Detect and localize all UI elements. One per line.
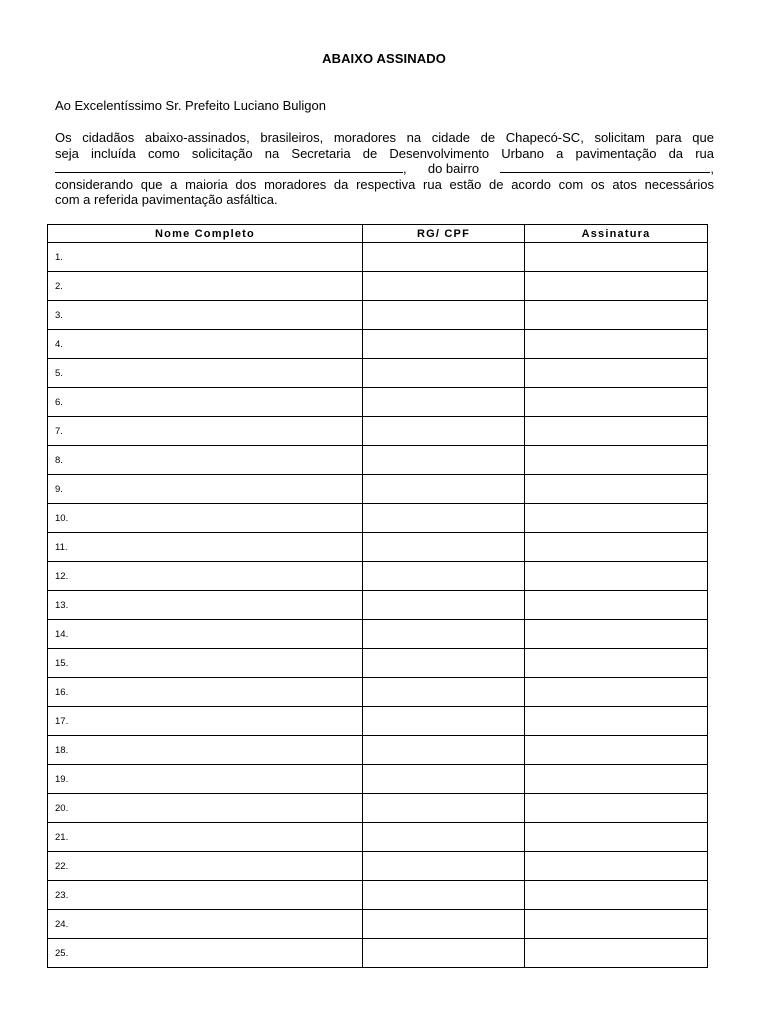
name-cell[interactable]: 18.	[48, 736, 363, 765]
name-cell[interactable]: 16.	[48, 678, 363, 707]
table-row	[48, 707, 708, 736]
rg-cpf-cell[interactable]	[363, 765, 525, 794]
name-cell[interactable]: 20.	[48, 794, 363, 823]
name-cell[interactable]: 13.	[48, 591, 363, 620]
rg-cpf-cell[interactable]	[363, 504, 525, 533]
rg-cpf-cell[interactable]	[363, 707, 525, 736]
bairro-label: do bairro	[427, 161, 480, 176]
rg-cpf-cell[interactable]	[363, 330, 525, 359]
rg-cpf-cell[interactable]	[363, 272, 525, 301]
table-row	[48, 504, 708, 533]
table-row	[48, 272, 708, 301]
rg-cpf-cell[interactable]	[363, 678, 525, 707]
table-row	[48, 823, 708, 852]
table-row	[48, 910, 708, 939]
rg-cpf-cell[interactable]	[363, 243, 525, 272]
signature-cell[interactable]	[525, 243, 708, 272]
name-cell[interactable]: 23.	[48, 881, 363, 910]
name-cell[interactable]: 22.	[48, 852, 363, 881]
signature-cell[interactable]	[525, 678, 708, 707]
name-cell[interactable]: 11.	[48, 533, 363, 562]
street-blank-group	[55, 161, 407, 177]
table-row	[48, 591, 708, 620]
table-row	[48, 330, 708, 359]
rg-cpf-cell[interactable]	[363, 881, 525, 910]
table-row	[48, 620, 708, 649]
signature-cell[interactable]	[525, 388, 708, 417]
rg-cpf-cell[interactable]	[363, 794, 525, 823]
rg-cpf-cell[interactable]	[363, 939, 525, 968]
name-cell[interactable]: 4.	[48, 330, 363, 359]
table-header-row	[48, 225, 708, 243]
signature-cell[interactable]	[525, 301, 708, 330]
bairro-blank-group	[500, 161, 714, 177]
name-cell[interactable]: 10.	[48, 504, 363, 533]
table-row	[48, 446, 708, 475]
paragraph-line-3	[55, 161, 714, 177]
name-cell[interactable]: 19.	[48, 765, 363, 794]
name-cell[interactable]: 1.	[48, 243, 363, 272]
signature-cell[interactable]	[525, 939, 708, 968]
bairro-comma: ,	[710, 161, 714, 176]
table-row	[48, 417, 708, 446]
name-cell[interactable]: 12.	[48, 562, 363, 591]
signature-cell[interactable]	[525, 620, 708, 649]
table-row	[48, 678, 708, 707]
signature-cell[interactable]	[525, 562, 708, 591]
rg-cpf-cell[interactable]	[363, 736, 525, 765]
name-cell[interactable]: 17.	[48, 707, 363, 736]
name-cell[interactable]: 25.	[48, 939, 363, 968]
rg-cpf-cell[interactable]	[363, 910, 525, 939]
rg-cpf-cell[interactable]	[363, 359, 525, 388]
table-row	[48, 736, 708, 765]
table-row	[48, 533, 708, 562]
signature-cell[interactable]	[525, 359, 708, 388]
table-row	[48, 881, 708, 910]
request-paragraph	[55, 130, 714, 208]
signature-cell[interactable]	[525, 533, 708, 562]
signature-cell[interactable]	[525, 823, 708, 852]
name-cell[interactable]: 5.	[48, 359, 363, 388]
name-cell[interactable]: 14.	[48, 620, 363, 649]
paragraph-line-1: Os cidadãos abaixo-assinados, brasileiros, moradores na cidade de Chapecó-SC, solicitam para que	[55, 130, 714, 145]
name-cell[interactable]: 3.	[48, 301, 363, 330]
table-row	[48, 794, 708, 823]
signature-cell[interactable]	[525, 591, 708, 620]
table-row	[48, 243, 708, 272]
signature-cell[interactable]	[525, 794, 708, 823]
name-cell[interactable]: 24.	[48, 910, 363, 939]
signature-cell[interactable]	[525, 330, 708, 359]
header-nome-completo: Nome Completo	[48, 225, 363, 243]
signature-cell[interactable]	[525, 765, 708, 794]
signature-cell[interactable]	[525, 475, 708, 504]
table-row	[48, 562, 708, 591]
paragraph-line-2: seja incluída como solicitação na Secretaria de Desenvolvimento Urbano a pavimentação da rua	[55, 145, 714, 161]
signature-cell[interactable]	[525, 736, 708, 765]
rg-cpf-cell[interactable]	[363, 417, 525, 446]
street-name-blank[interactable]	[55, 162, 403, 173]
name-cell[interactable]: 21.	[48, 823, 363, 852]
name-cell[interactable]: 7.	[48, 417, 363, 446]
table-row	[48, 301, 708, 330]
rg-cpf-cell[interactable]	[363, 562, 525, 591]
document-title: ABAIXO ASSINADO	[322, 51, 446, 66]
signature-cell[interactable]	[525, 446, 708, 475]
table-row	[48, 359, 708, 388]
signature-cell[interactable]	[525, 707, 708, 736]
rg-cpf-cell[interactable]	[363, 852, 525, 881]
street-comma: ,	[403, 161, 407, 176]
table-row	[48, 765, 708, 794]
name-cell[interactable]: 8.	[48, 446, 363, 475]
table-row	[48, 852, 708, 881]
header-assinatura: Assinatura	[525, 225, 708, 243]
rg-cpf-cell[interactable]	[363, 446, 525, 475]
signature-table-body	[48, 243, 708, 968]
salutation: Ao Excelentíssimo Sr. Prefeito Luciano Buligon	[55, 98, 326, 113]
name-cell[interactable]: 2.	[48, 272, 363, 301]
table-row	[48, 388, 708, 417]
rg-cpf-cell[interactable]	[363, 475, 525, 504]
header-rg-cpf: RG/ CPF	[363, 225, 525, 243]
rg-cpf-cell[interactable]	[363, 301, 525, 330]
rg-cpf-cell[interactable]	[363, 823, 525, 852]
paragraph-line-5: com a referida pavimentação asfáltica.	[55, 192, 278, 207]
signature-cell[interactable]	[525, 881, 708, 910]
paragraph-line-4: considerando que a maioria dos moradores da respectiva rua estão de acordo com os atos necessários	[55, 176, 714, 192]
signature-cell[interactable]	[525, 852, 708, 881]
rg-cpf-cell[interactable]	[363, 620, 525, 649]
table-row	[48, 475, 708, 504]
signature-cell[interactable]	[525, 272, 708, 301]
rg-cpf-cell[interactable]	[363, 649, 525, 678]
signature-cell[interactable]	[525, 504, 708, 533]
table-row	[48, 649, 708, 678]
signature-cell[interactable]	[525, 417, 708, 446]
signature-cell[interactable]	[525, 649, 708, 678]
bairro-name-blank[interactable]	[500, 162, 710, 173]
name-cell[interactable]: 15.	[48, 649, 363, 678]
rg-cpf-cell[interactable]	[363, 388, 525, 417]
signature-cell[interactable]	[525, 910, 708, 939]
signature-table	[47, 224, 708, 968]
name-cell[interactable]: 9.	[48, 475, 363, 504]
rg-cpf-cell[interactable]	[363, 591, 525, 620]
name-cell[interactable]: 6.	[48, 388, 363, 417]
rg-cpf-cell[interactable]	[363, 533, 525, 562]
table-row	[48, 939, 708, 968]
